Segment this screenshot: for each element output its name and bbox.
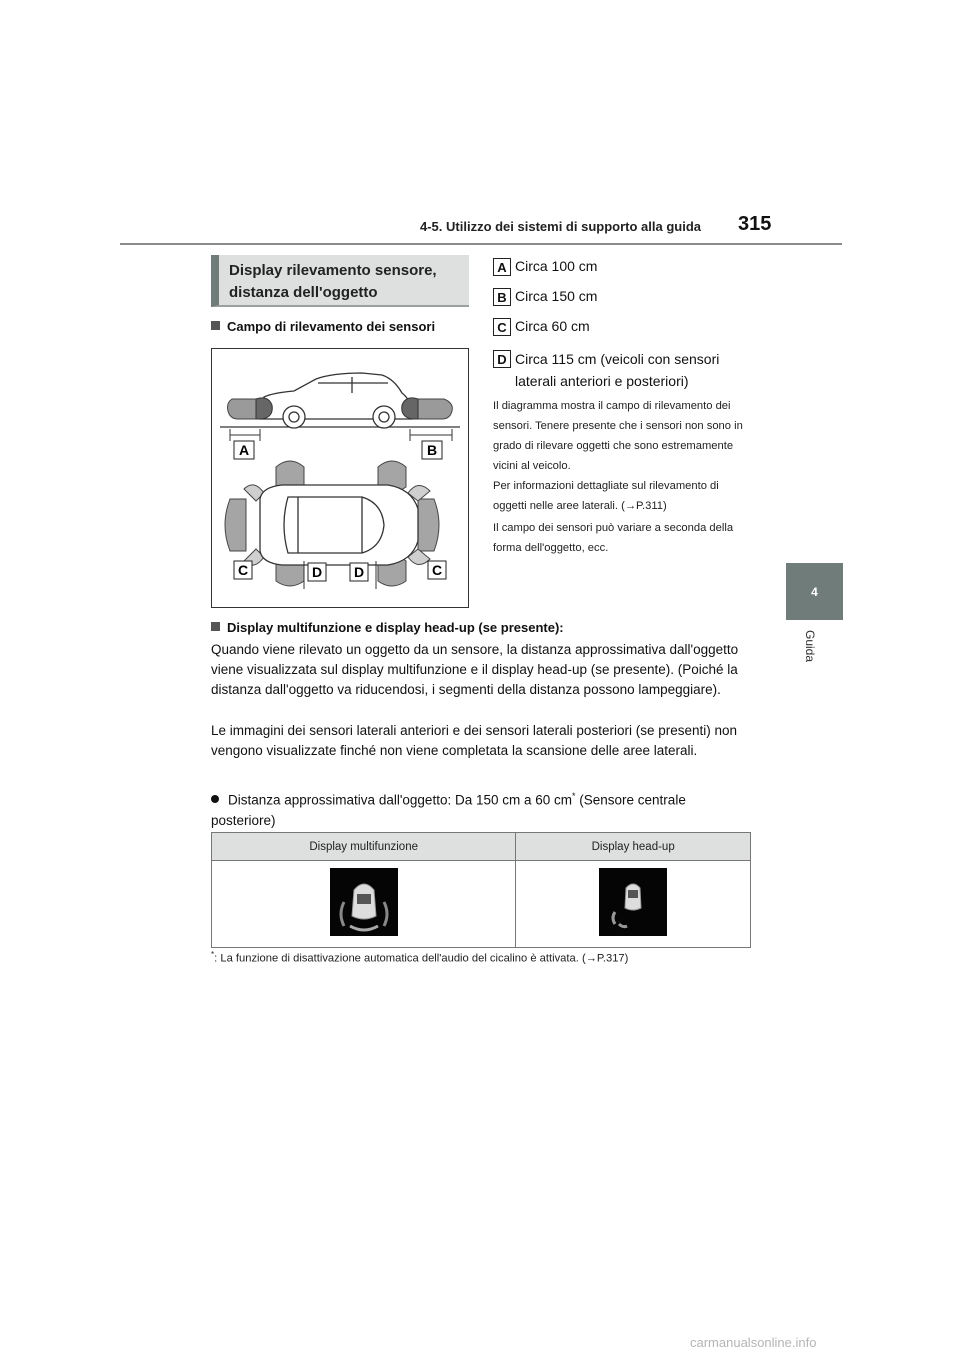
bullet-dot-icon bbox=[211, 795, 219, 803]
sensor-range-illustration bbox=[212, 349, 468, 607]
side-view-car-icon bbox=[260, 373, 412, 428]
table-header-multifunction: Display multifunzione bbox=[212, 833, 516, 861]
rear-sensor-inner-shape bbox=[256, 398, 272, 419]
legend-key-a: A bbox=[493, 258, 511, 276]
legend-key-c: C bbox=[493, 318, 511, 336]
footnote-text: : La funzione di disattivazione automatica dell'audio del cicalino è attivata. (→P.317) bbox=[214, 952, 629, 965]
legend-item-c bbox=[493, 318, 590, 336]
paragraph-side-sensors: Le immagini dei sensori laterali anteriori e dei sensori laterali posteriori (se presenti) non vengono visualizzate finché non viene completata la scansione delle aree laterali. bbox=[211, 723, 737, 758]
legend-item-b bbox=[493, 288, 597, 306]
table-header-headup: Display head-up bbox=[516, 833, 751, 861]
multifunction-display-icon bbox=[330, 868, 398, 936]
chapter-tab-label: Guida bbox=[803, 630, 817, 663]
diagram-label-d-right: D bbox=[353, 564, 365, 580]
table-cell-multifunction-image bbox=[212, 861, 516, 948]
footnote-marker: * bbox=[572, 791, 576, 801]
square-bullet-icon bbox=[211, 622, 220, 631]
legend-item-d bbox=[493, 348, 733, 392]
bullet-approx-distance bbox=[211, 786, 751, 831]
front-sensor-inner-shape bbox=[402, 398, 418, 419]
legend-item-a bbox=[493, 258, 597, 276]
page-number: 315 bbox=[738, 213, 772, 235]
footnote-mark: * bbox=[211, 950, 215, 959]
chapter-tab[interactable]: 4 bbox=[786, 563, 843, 620]
diagram-label-c-right: C bbox=[431, 562, 443, 578]
diagram-label-c-left: C bbox=[237, 562, 249, 578]
subheading-sensor-range bbox=[211, 319, 435, 334]
legend-key-b: B bbox=[493, 288, 511, 306]
note-side-areas: Per informazioni dettagliate sul rilevamento di oggetti nelle aree laterali. (→P.311) bbox=[493, 480, 719, 512]
headup-display-icon bbox=[599, 868, 667, 936]
subheading-text: Campo di rilevamento dei sensori bbox=[227, 319, 436, 334]
legend-text-d: Circa 115 cm (veicoli con sensori laterali anteriori e posteriori) bbox=[515, 351, 720, 389]
top-view-car-icon bbox=[260, 485, 418, 565]
square-bullet-icon bbox=[211, 321, 220, 330]
note-object-shape: Il campo dei sensori può variare a seconda della forma dell'oggetto, ecc. bbox=[493, 522, 734, 554]
diagram-label-b: B bbox=[426, 442, 438, 458]
bullet-text: Distanza approssimativa dall'oggetto: Da 150 cm a 60 cm bbox=[228, 792, 572, 808]
diagram-label-d-left: D bbox=[311, 564, 323, 580]
sensor-range-diagram bbox=[211, 348, 469, 608]
note-detection-range: Il diagramma mostra il campo di rilevamento dei sensori. Tenere presente che i sensori non sono in grado di rilevare oggetti che sono estremamente vicini al veicolo. bbox=[493, 400, 743, 472]
display-table bbox=[211, 832, 751, 948]
diagram-label-a: A bbox=[238, 442, 250, 458]
footnote bbox=[211, 950, 628, 965]
table-cell-headup-image bbox=[516, 861, 751, 948]
legend-text-c: Circa 60 cm bbox=[515, 318, 590, 334]
subheading-displays bbox=[211, 620, 564, 635]
legend-key-d: D bbox=[493, 350, 511, 368]
watermark: carmanualsonline.info bbox=[690, 1335, 817, 1350]
front-sensor-range-shape bbox=[418, 399, 452, 419]
paragraph-distance-display: Quando viene rilevato un oggetto da un sensore, la distanza approssimativa dall'oggetto viene visualizzata sul display multifunzione e il display head-up (se presente). (Poiché la distanza dall'oggetto va riducendosi, i segmenti della distanza possono lampeggiare). bbox=[211, 642, 739, 697]
rear-sensor-range-shape bbox=[228, 399, 259, 419]
running-header-section: 4-5. Utilizzo dei sistemi di supporto alla guida bbox=[420, 219, 701, 234]
section-title: Display rilevamento sensore, distanza dell'oggetto bbox=[211, 255, 469, 307]
header-rule bbox=[120, 243, 842, 245]
bullet-tail: (Sensore centrale posteriore) bbox=[211, 792, 686, 828]
subheading-text: Display multifunzione e display head-up (se presente): bbox=[227, 620, 564, 635]
legend-text-b: Circa 150 cm bbox=[515, 288, 598, 304]
legend-text-a: Circa 100 cm bbox=[515, 258, 598, 274]
